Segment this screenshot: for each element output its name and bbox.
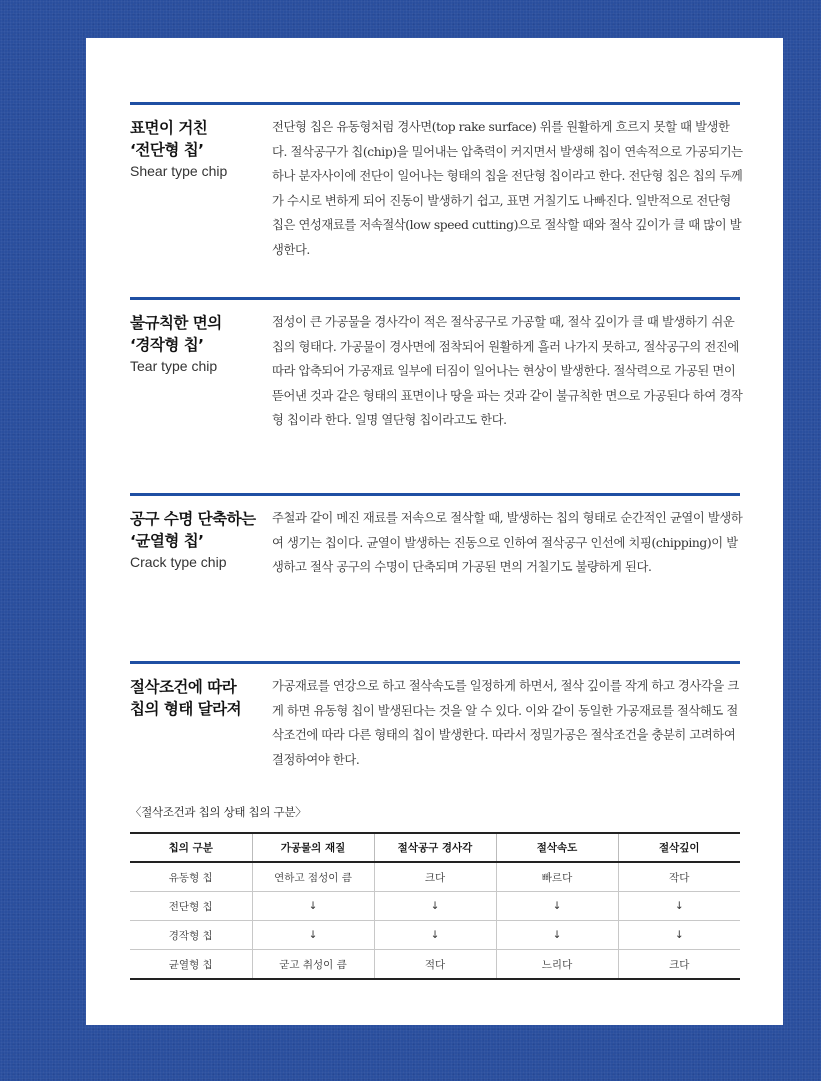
table-cell: 경작형 칩 xyxy=(130,921,252,950)
column-header: 칩의 구분 xyxy=(130,833,252,862)
table-row xyxy=(130,862,740,892)
table-row xyxy=(130,921,740,950)
section-body-text: 가공재료를 연강으로 하고 절삭속도를 일정하게 하면서, 절삭 깊이를 작게 하고 경사각을 크게 하면 유동형 칩이 발생된다는 것을 알 수 있다. 이와 같이 동일한 가공재료를 절삭해도 절삭조건에 따라 다른 형태의 칩이 발생한다. 따라서 정밀가공은 절삭조건을 충분히 고려하여 결정하여야 한다. xyxy=(272,679,739,767)
section-body xyxy=(272,310,744,433)
section-shear-chip xyxy=(130,102,743,257)
table-row xyxy=(130,950,740,980)
column-header: 절삭속도 xyxy=(496,833,618,862)
chip-conditions-table xyxy=(130,832,740,980)
table-caption: 〈절삭조건과 칩의 상태 칩의 구분〉 xyxy=(130,805,307,819)
table-cell: 적다 xyxy=(374,950,496,980)
section-body-text: 점성이 큰 가공물을 경사각이 적은 절삭공구로 가공할 때, 절삭 깊이가 클 때 발생하기 쉬운 칩의 형태다. 가공물이 경사면에 점착되어 원활하게 흘러 나가지 못하고, 절삭공구의 전진에따라 압축되어 가공재료 일부에 터짐이 일어나는 현상이 발생한다. 절삭력으로 가공된 면이 뜯어낸 것과 같은 형태의 표면이나 땅을 파는 것과 같이 불규칙한 면으로 가공된다 하여 경작형 칩이라 한다. 일명 열단형 칩이라고도 한다. xyxy=(272,315,743,427)
column-header: 가공물의 재질 xyxy=(252,833,374,862)
table-header-row xyxy=(130,833,740,862)
table-row xyxy=(130,892,740,921)
table-cell: 크다 xyxy=(374,862,496,892)
section-subtitle: Tear type chip xyxy=(130,358,218,374)
table-cell: ↓ xyxy=(618,892,740,921)
section-title-line2: ‘전단형 칩’ xyxy=(130,141,204,159)
table-cell: ↓ xyxy=(252,921,374,950)
section-title-line1: 불규칙한 면의 xyxy=(130,314,222,332)
section-body-text: 주철과 같이 메진 재료를 저속으로 절삭할 때, 발생하는 칩의 형태로 순간적인 균열이 발생하여 생기는 칩이다. 균열이 발생하는 진동으로 인하여 절삭공구 인선에 치핑(chipping)이 발생하고 절삭 공구의 수명이 단축되며 가공된 면의 거칠기도 불량하게 된다. xyxy=(272,511,743,574)
table-cell: 크다 xyxy=(618,950,740,980)
section-crack-chip xyxy=(130,493,743,574)
table-cell: ↓ xyxy=(374,921,496,950)
table-cell: 연하고 점성이 큼 xyxy=(252,862,374,892)
section-heading xyxy=(130,312,270,376)
section-tear-chip xyxy=(130,297,743,427)
table-cell: 작다 xyxy=(618,862,740,892)
section-subtitle: Shear type chip xyxy=(130,163,228,179)
section-heading xyxy=(130,117,270,181)
section-body xyxy=(272,506,744,580)
section-title-line1: 표면이 거친 xyxy=(130,119,208,137)
article-page xyxy=(86,38,783,1025)
table-cell: 전단형 칩 xyxy=(130,892,252,921)
section-title-line2: ‘균열형 칩’ xyxy=(130,532,204,550)
table-cell: ↓ xyxy=(618,921,740,950)
section-title-line1: 공구 수명 단축하는 xyxy=(130,510,256,528)
section-heading xyxy=(130,676,270,720)
table-cell: 유동형 칩 xyxy=(130,862,252,892)
section-body-text: 전단형 칩은 유동형처럼 경사면(top rake surface) 위를 원활하게 흐르지 못할 때 발생한다. 절삭공구가 칩(chip)을 밀어내는 압축력이 커지면서 발생해 칩이 연속적으로 가공되기는 하나 분자사이에 전단이 일어나는 형태의 칩을 전단형 칩이라고 한다. 전단형 칩은 칩의 두께가 수시로 변하게 되어 진동이 발생하기 쉽고, 표면 거칠기도 나빠진다. 일반적으로 전단형 칩은 연성재료를 저속절삭(low speed cutting)으로 절삭할 때와 절삭 깊이가 클 때 많이 발생한다. xyxy=(272,120,743,257)
section-subtitle: Crack type chip xyxy=(130,554,227,570)
section-cutting-conditions xyxy=(130,661,740,767)
table-cell: ↓ xyxy=(374,892,496,921)
table-cell: ↓ xyxy=(496,921,618,950)
section-heading xyxy=(130,508,270,572)
section-title-line2: ‘경작형 칩’ xyxy=(130,336,204,354)
column-header: 절삭깊이 xyxy=(618,833,740,862)
table-cell: ↓ xyxy=(496,892,618,921)
section-body xyxy=(272,674,744,772)
table-cell: 빠르다 xyxy=(496,862,618,892)
section-title-line2: 칩의 형태 달라져 xyxy=(130,700,242,718)
column-header: 절삭공구 경사각 xyxy=(374,833,496,862)
table-cell: 굳고 취성이 큼 xyxy=(252,950,374,980)
table-cell: 균열형 칩 xyxy=(130,950,252,980)
table-cell: 느리다 xyxy=(496,950,618,980)
section-title-line1: 절삭조건에 따라 xyxy=(130,678,237,696)
table-cell: ↓ xyxy=(252,892,374,921)
section-body xyxy=(272,115,744,262)
